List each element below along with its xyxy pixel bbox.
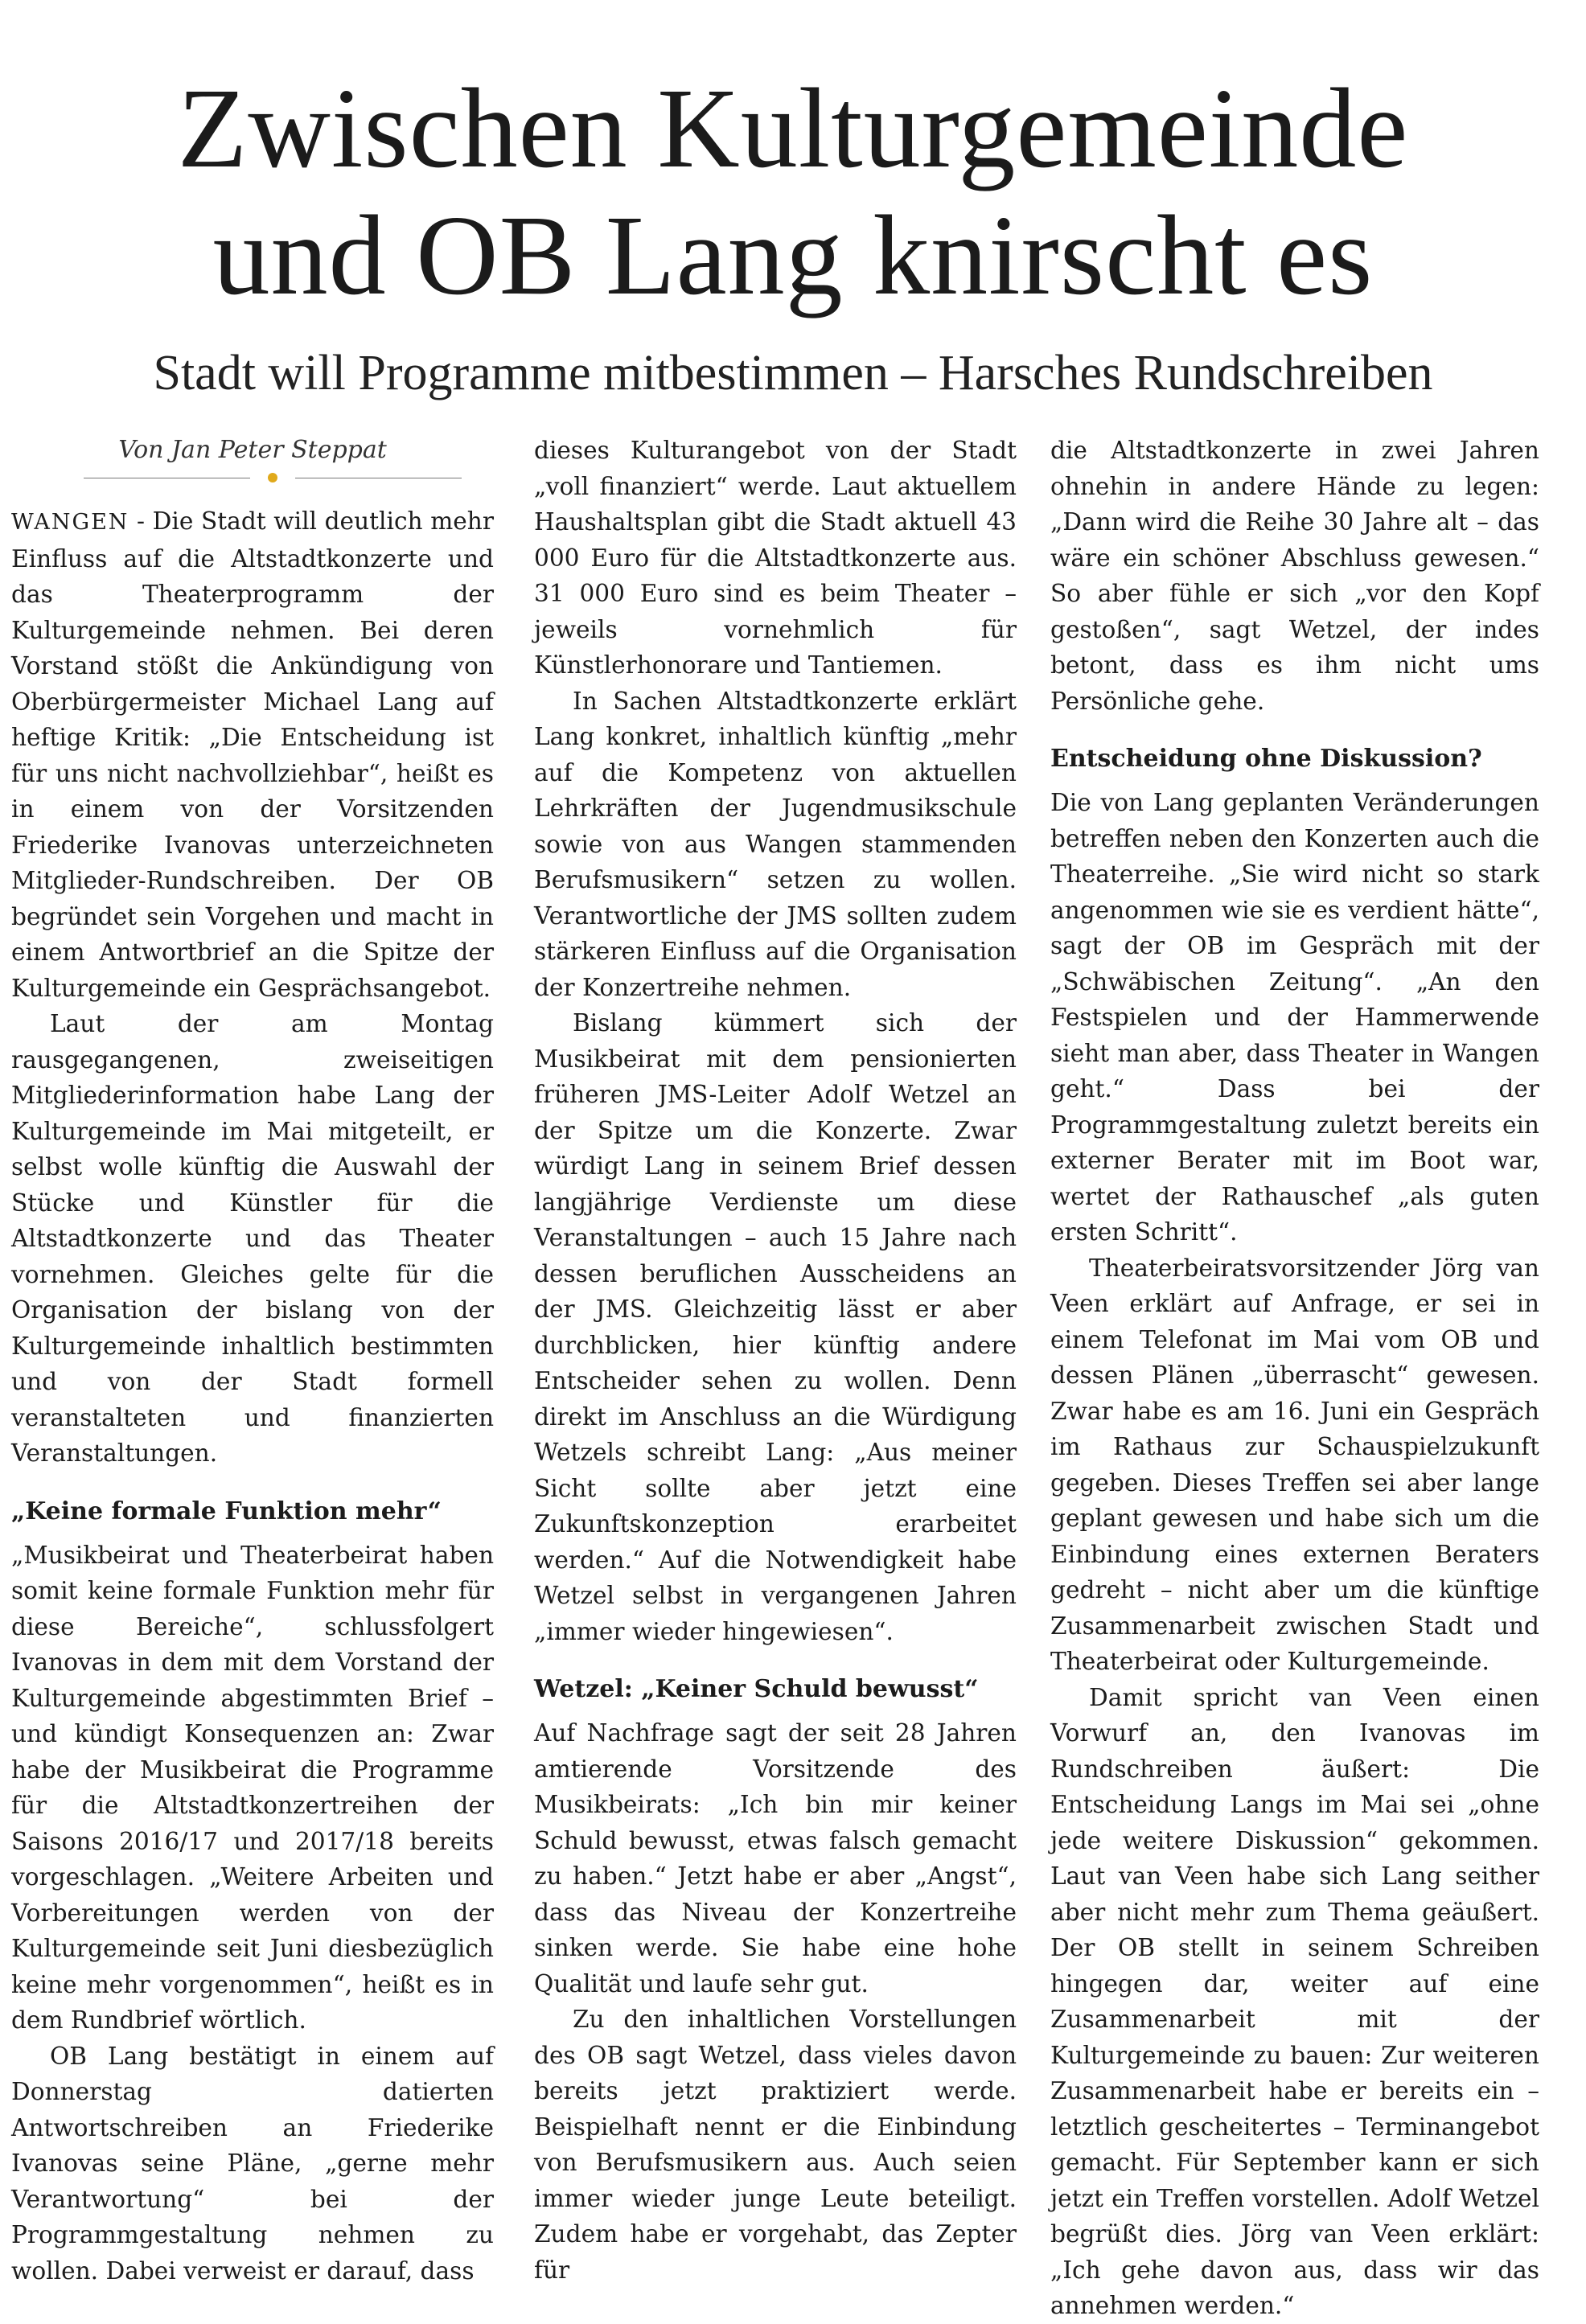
paragraph: dieses Kulturangebot von der Stadt „voll finanziert“ werde. Laut aktuellem Haushaltsplan gibt die Stadt aktuell 43 000 Euro für die Altstadtkonzerte aus. 31 000 Euro sind es beim Theater – jeweils vornehmlich für Künstlerhonorare und Tantiemen. xyxy=(534,437,1017,679)
lead-text: - Die Stadt will deutlich mehr Einfluss auf die Altstadtkonzerte und das Theaterprogramm der Kulturgemeinde nehmen. Bei deren Vorstand stößt die Ankündigung von Oberbürgermeister Michael Lang auf heftige Kritik: „Die Entscheidung ist für uns nicht nachvollziehbar“, heißt es in einem von der Vorsitzenden Friederike Ivanovas unterzeichneten Mitglieder-Rundschreiben. Der OB begründet sein Vorgehen und macht in einem Antwortbrief an die Spitze der Kulturgemeinde ein Gesprächsangebot. xyxy=(11,507,494,1002)
headline xyxy=(0,64,1586,318)
byline: Von Jan Peter Steppat xyxy=(118,436,387,464)
headline-line-1: Zwischen Kulturgemeinde xyxy=(177,64,1409,191)
accent-dot-icon xyxy=(268,473,277,482)
column-3 xyxy=(1050,433,1539,2319)
paragraph: Theaterbeiratsvorsitzender Jörg van Veen erklärt auf Anfrage, er sei in einem Telefonat im Mai vom OB und dessen Plänen „überrascht“ gewesen. Zwar habe es am 16. Juni ein Gespräch im Rathaus zur Schauspielzukunft gegeben. Dieses Treffen sei aber lange geplant gewesen und habe sich um die Einbindung eines externen Beraters gedreht – nicht aber um die künftige Zusammenarbeit zwischen Stadt und Theaterbeirat oder Kulturgemeinde. xyxy=(1050,1254,1539,1675)
paragraph: OB Lang bestätigt in einem auf Donnerstag datierten Antwortschreiben an Friederike Ivanovas seine Pläne, „gerne mehr Verantwortung“ bei der Programmgestaltung nehmen zu wollen. Dabei verweist er darauf, dass xyxy=(11,2042,494,2285)
subheadline: Stadt will Programme mitbestimmen – Harsches Rundschreiben xyxy=(153,346,1433,400)
byline-divider xyxy=(84,468,462,489)
paragraph: Auf Nachfrage sagt der seit 28 Jahren amtierende Vorsitzende des Musikbeirats: „Ich bin mir keiner Schuld bewusst, etwas falsch gemacht zu haben.“ Jetzt habe er aber „Angst“, dass das Niveau der Konzertreihe sinken werde. Sie habe eine hohe Qualität und laufe sehr gut. xyxy=(534,1719,1017,1998)
column-2 xyxy=(534,433,1017,2284)
paragraph: Die von Lang geplanten Veränderungen betreffen neben den Konzerten auch die Theaterreihe. „Sie wird nicht so stark angenommen wie sie es verdient hätte“, sagt der OB im Gespräch mit der „Schwäbischen Zeitung“. „An den Festspielen und der Hammerwende sieht man aber, dass Theater in Wangen geht.“ Dass bei der Programmgestaltung zuletzt bereits ein externer Berater mit im Boot war, wertet der Rathauschef „als guten ersten Schritt“. xyxy=(1050,789,1539,1246)
section-heading: Wetzel: „Keiner Schuld bewusst“ xyxy=(534,1675,979,1703)
section-heading: Entscheidung ohne Diskussion? xyxy=(1050,745,1482,773)
headline-line-2: und OB Lang knirscht es xyxy=(212,191,1374,318)
paragraph: In Sachen Altstadtkonzerte erklärt Lang konkret, inhaltlich künftig „mehr auf die Kompetenz von aktuellen Lehrkräften der Jugendmusikschule sowie von aus Wangen stammenden Berufsmusikern“ setzen zu wollen. Verantwortliche der JMS sollten zudem stärkeren Einfluss auf die Organisation der Konzertreihe nehmen. xyxy=(534,687,1017,1001)
lead-paragraph xyxy=(11,503,494,1006)
column-1 xyxy=(11,433,494,2285)
paragraph: „Musikbeirat und Theaterbeirat haben somit keine formale Funktion mehr für diese Bereiche“, schlussfolgert Ivanovas in dem mit dem Vorstand der Kulturgemeinde abgestimmten Brief – und kündigt Konsequenzen an: Zwar habe der Musikbeirat die Programme für die Altstadtkonzertreihen der Saisons 2016/17 und 2017/18 bereits vorgeschlagen. „Weitere Arbeiten und Vorbereitungen werden von der Kulturgemeinde seit Juni diesbezüglich keine mehr vorgenommen“, heißt es in dem Rundbrief wörtlich. xyxy=(11,1541,494,2034)
paragraph: Damit spricht van Veen einen Vorwurf an, den Ivanovas im Rundschreiben äußert: Die Entscheidung Langs im Mai sei „ohne jede weitere Diskussion“ gekommen. Laut van Veen habe sich Lang seither aber nicht mehr zum Thema geäußert. Der OB stellt in seinem Schreiben hingegen dar, weiter auf eine Zusammenarbeit mit der Kulturgemeinde zu bauen: Zur weiteren Zusammenarbeit habe er bereits ein – letztlich gescheitertes – Terminangebot gemacht. Für September kann er sich jetzt ein Treffen vorstellen. Adolf Wetzel begrüßt dies. Jörg van Veen erklärt: „Ich gehe davon aus, dass wir das annehmen werden.“ xyxy=(1050,1683,1539,2319)
paragraph: Bislang kümmert sich der Musikbeirat mit dem pensionierten früheren JMS-Leiter Adolf Wetzel an der Spitze um die Konzerte. Zwar würdigt Lang in seinem Brief dessen langjährige Verdienste um diese Veranstaltungen – auch 15 Jahre nach dessen beruflichen Ausscheidens an der JMS. Gleichzeitig lässt er aber durchblicken, hier künftig andere Entscheider sehen zu wollen. Denn direkt im Anschluss an die Würdigung Wetzels schreibt Lang: „Aus meiner Sicht sollte aber jetzt eine Zukunftskonzeption erarbeitet werden.“ Auf die Notwendigkeit habe Wetzel selbst in vergangenen Jahren „immer wieder hingewiesen“. xyxy=(534,1009,1017,1645)
paragraph: Laut der am Montag rausgegangenen, zweiseitigen Mitgliederinformation habe Lang der Kulturgemeinde im Mai mitgeteilt, er selbst wolle künftig die Auswahl der Stücke und Künstler für die Altstadtkonzerte und das Theater vornehmen. Gleiches gelte für die Organisation der bislang von der Kulturgemeinde inhaltlich bestimmten und von der Stadt formell veranstalteten und finanzierten Veranstaltungen. xyxy=(11,1010,494,1467)
paragraph: die Altstadtkonzerte in zwei Jahren ohnehin in andere Hände zu legen: „Dann wird die Reihe 30 Jahre alt – das wäre ein schöner Abschluss gewesen.“ So aber fühle er sich „vor den Kopf gestoßen“, sagt Wetzel, der indes betont, dass es ihm nicht ums Persönliche gehe. xyxy=(1050,437,1539,715)
dateline: WANGEN xyxy=(11,510,129,535)
paragraph: Zu den inhaltlichen Vorstellungen des OB sagt Wetzel, dass vieles davon bereits jetzt praktiziert werde. Beispielhaft nennt er die Einbindung von Berufsmusikern aus. Auch seien immer wieder junge Leute beteiligt. Zudem habe er vorgehabt, das Zepter für xyxy=(534,2006,1017,2284)
section-heading: „Keine formale Funktion mehr“ xyxy=(11,1497,442,1525)
